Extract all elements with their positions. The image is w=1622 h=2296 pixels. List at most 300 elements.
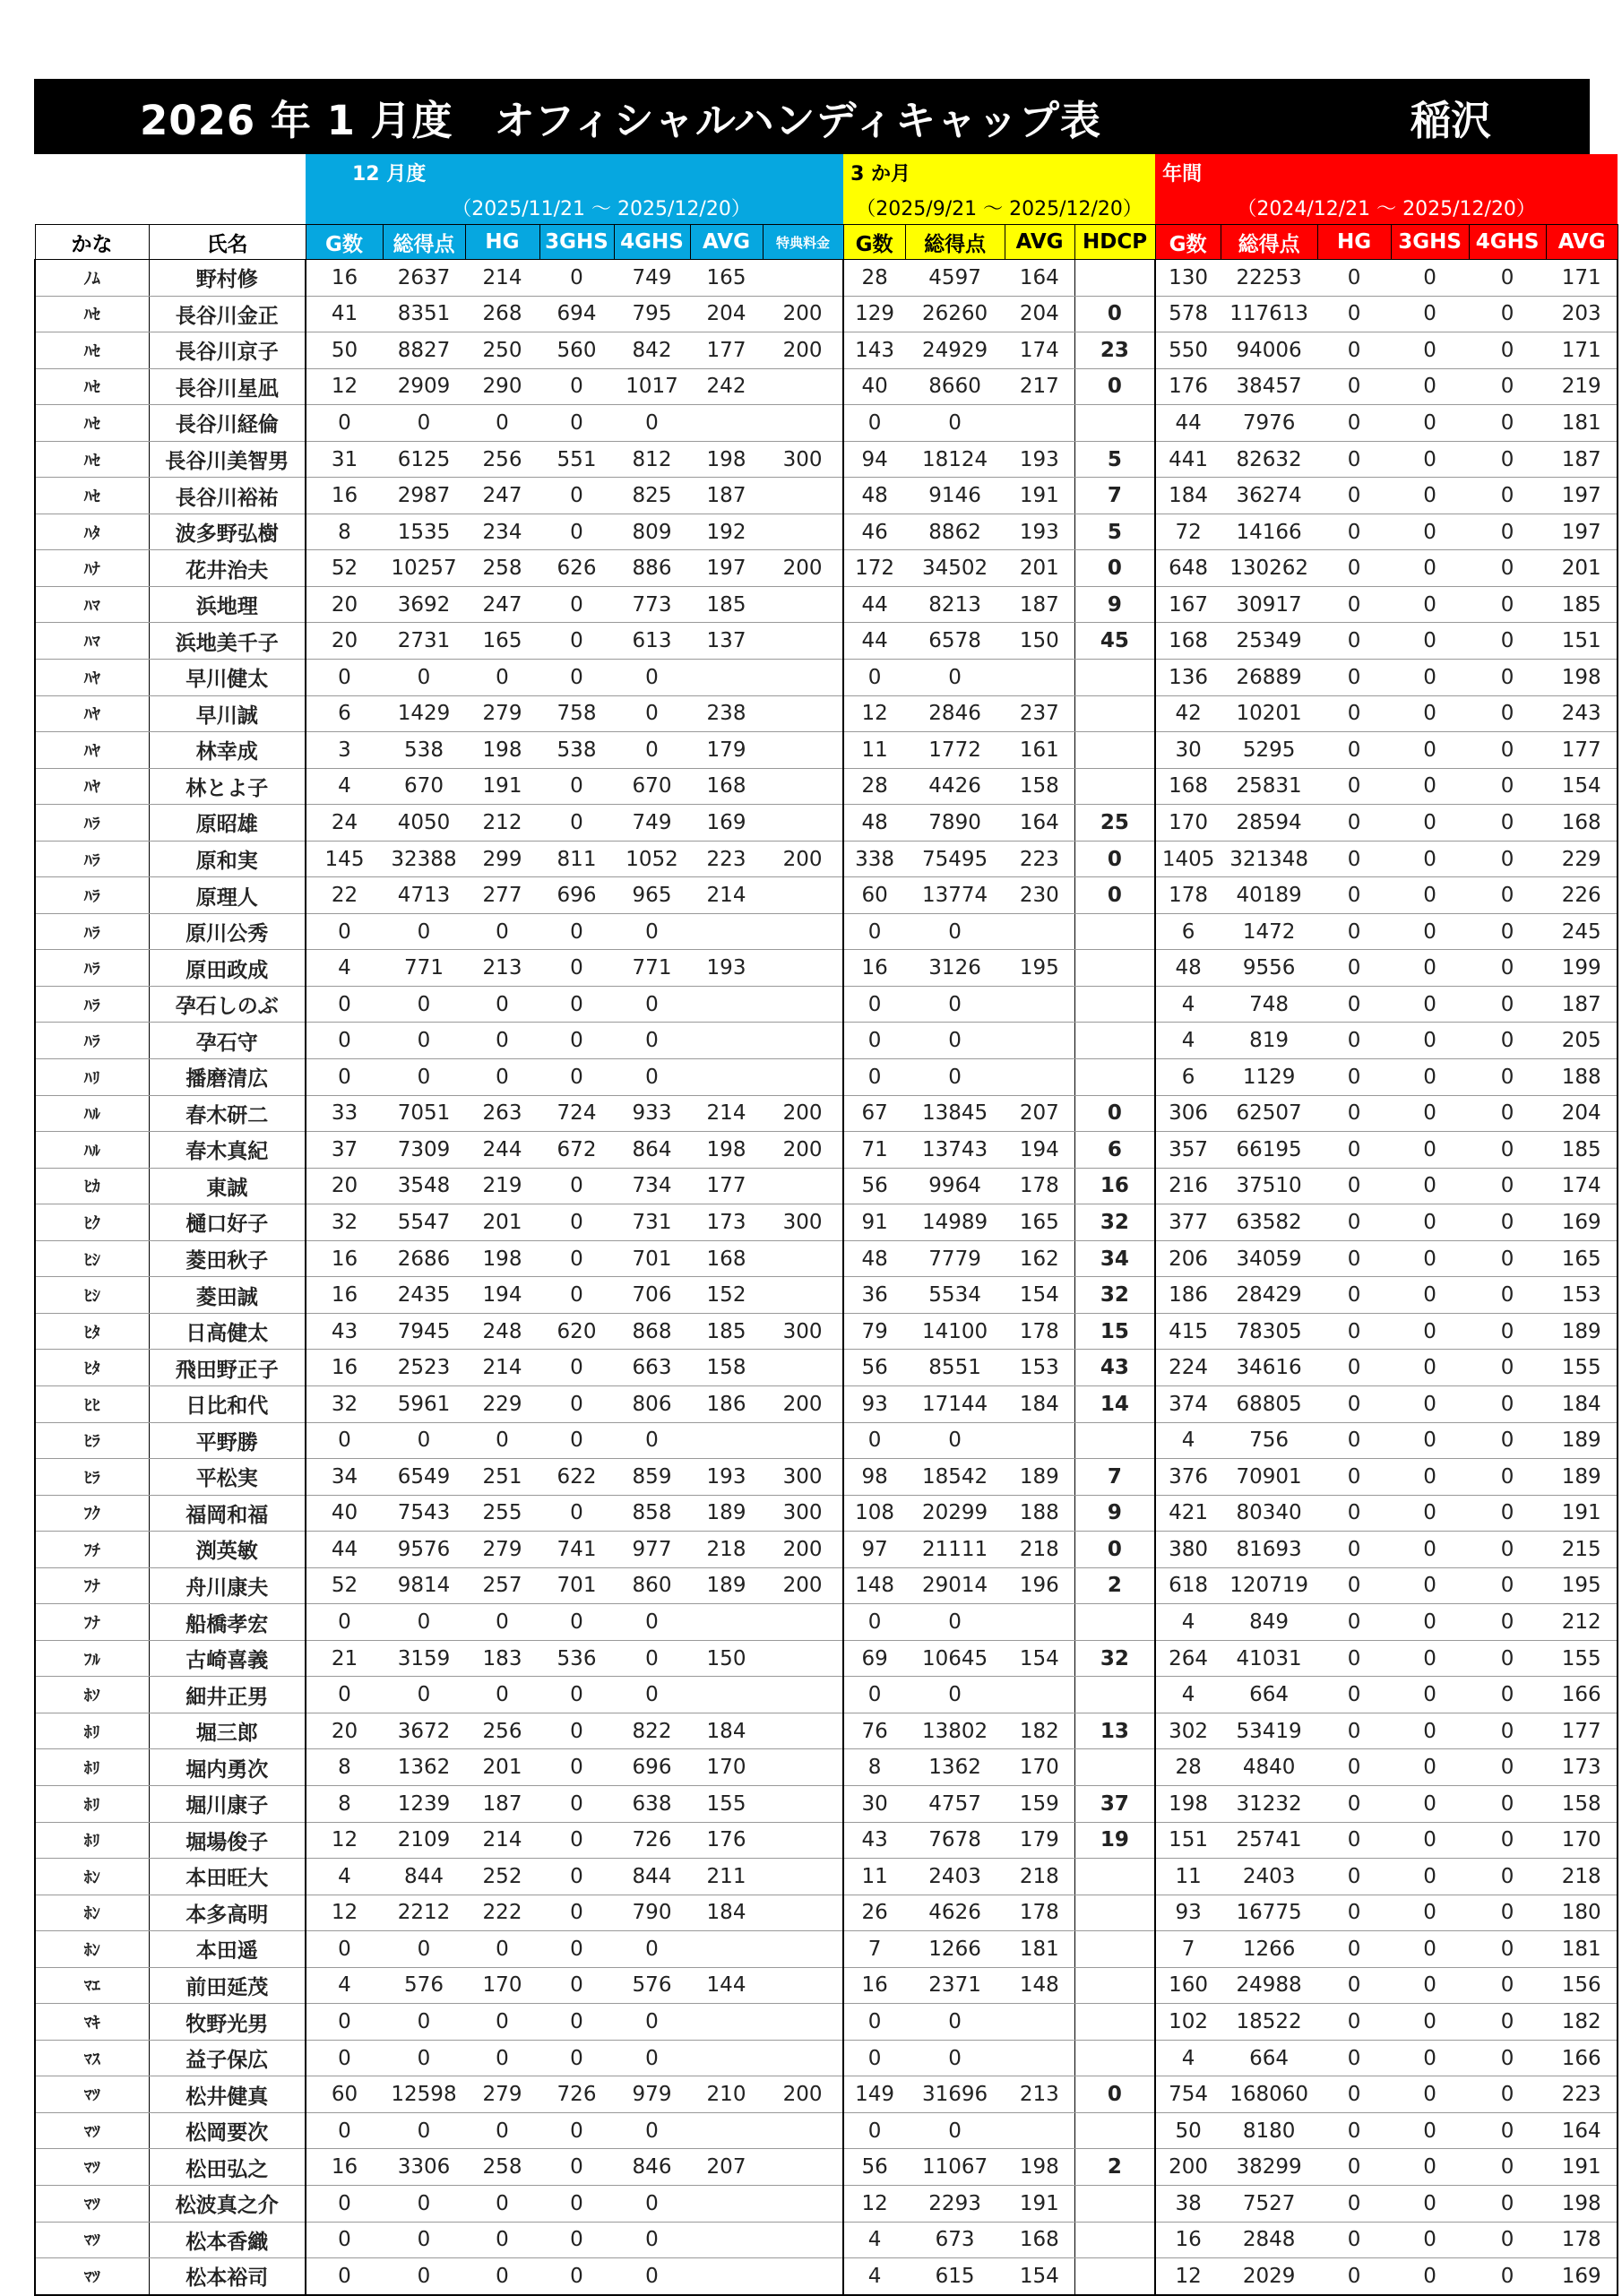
cell-y-total: 53419: [1221, 1713, 1317, 1749]
cell-m-3ghs: 0: [539, 805, 614, 842]
cell-y-total: 25741: [1221, 1822, 1317, 1859]
cell-kana: ﾊﾗ: [35, 1023, 149, 1059]
cell-y-total: 31232: [1221, 1785, 1317, 1822]
cell-m-avg: [690, 405, 763, 442]
cell-m-bonus-fee: [763, 986, 843, 1023]
cell-y-total: 4840: [1221, 1749, 1317, 1786]
cell-m-hg: 0: [465, 986, 539, 1023]
cell-m-avg: 214: [690, 877, 763, 914]
cell-y-total: 25349: [1221, 623, 1317, 660]
cell-kana: ﾊﾀ: [35, 514, 149, 550]
cell-m-4ghs: 965: [614, 877, 690, 914]
cell-q-hdcp: 2: [1074, 1567, 1155, 1604]
cell-m-games: 16: [306, 1277, 383, 1314]
cell-q-games: 0: [843, 2004, 905, 2041]
cell-q-avg: 178: [1005, 1313, 1074, 1350]
cell-m-4ghs: 638: [614, 1785, 690, 1822]
cell-q-total: 26260: [905, 296, 1005, 332]
cell-m-bonus-fee: [763, 1350, 843, 1386]
cell-y-avg: 154: [1546, 768, 1618, 805]
cell-m-3ghs: 536: [539, 1640, 614, 1677]
cell-name: 東誠: [149, 1168, 306, 1204]
cell-y-3ghs: 0: [1391, 1059, 1469, 1096]
cell-y-avg: 189: [1546, 1313, 1618, 1350]
cell-y-4ghs: 0: [1469, 1713, 1546, 1749]
cell-m-3ghs: 0: [539, 2112, 614, 2149]
cell-m-4ghs: 806: [614, 1385, 690, 1422]
cell-m-avg: 177: [690, 332, 763, 369]
cell-m-avg: 155: [690, 1785, 763, 1822]
cell-y-3ghs: 0: [1391, 1095, 1469, 1132]
cell-q-avg: [1005, 1604, 1074, 1641]
cell-q-avg: 184: [1005, 1385, 1074, 1422]
cell-name: 舟川康夫: [149, 1567, 306, 1604]
cell-m-3ghs: 0: [539, 1895, 614, 1931]
cell-q-total: 10645: [905, 1640, 1005, 1677]
cell-m-hg: 187: [465, 1785, 539, 1822]
cell-y-3ghs: 0: [1391, 1967, 1469, 2004]
cell-q-avg: 178: [1005, 1168, 1074, 1204]
cell-y-hg: 0: [1317, 586, 1391, 623]
cell-m-hg: 0: [465, 2112, 539, 2149]
cell-y-total: 22253: [1221, 260, 1317, 297]
table-row: [35, 1459, 1618, 1496]
cell-y-hg: 0: [1317, 2004, 1391, 2041]
cell-q-avg: 195: [1005, 950, 1074, 987]
cell-q-total: 673: [905, 2222, 1005, 2258]
cell-y-games: 178: [1155, 877, 1221, 914]
cell-kana: ﾊﾗ: [35, 950, 149, 987]
cell-q-avg: [1005, 986, 1074, 1023]
cell-y-3ghs: 0: [1391, 1640, 1469, 1677]
column-header-q-games: G数: [843, 225, 905, 260]
cell-y-avg: 189: [1546, 1422, 1618, 1459]
cell-m-games: 6: [306, 695, 383, 732]
cell-m-avg: [690, 1931, 763, 1968]
cell-m-total: 1535: [383, 514, 465, 550]
cell-y-3ghs: 0: [1391, 2004, 1469, 2041]
cell-kana: ﾋﾋ: [35, 1385, 149, 1422]
cell-y-hg: 0: [1317, 1567, 1391, 1604]
cell-y-avg: 245: [1546, 913, 1618, 950]
cell-q-hdcp: 34: [1074, 1240, 1155, 1277]
cell-q-total: 1772: [905, 732, 1005, 769]
table-row: [35, 623, 1618, 660]
cell-m-avg: [690, 660, 763, 696]
cell-y-games: 16: [1155, 2222, 1221, 2258]
cell-y-4ghs: 0: [1469, 1822, 1546, 1859]
cell-y-avg: 177: [1546, 732, 1618, 769]
cell-q-games: 12: [843, 2185, 905, 2222]
cell-y-hg: 0: [1317, 441, 1391, 478]
cell-name: 長谷川金正: [149, 296, 306, 332]
cell-y-3ghs: 0: [1391, 986, 1469, 1023]
cell-q-games: 71: [843, 1132, 905, 1169]
table-row: [35, 1240, 1618, 1277]
cell-y-hg: 0: [1317, 1023, 1391, 1059]
cell-m-bonus-fee: [763, 877, 843, 914]
cell-m-avg: 185: [690, 1313, 763, 1350]
cell-y-3ghs: 0: [1391, 405, 1469, 442]
cell-name: 松田弘之: [149, 2149, 306, 2186]
cell-m-3ghs: 0: [539, 1023, 614, 1059]
cell-q-games: 56: [843, 1350, 905, 1386]
cell-kana: ﾋﾗ: [35, 1422, 149, 1459]
cell-m-4ghs: 0: [614, 1640, 690, 1677]
cell-m-hg: 0: [465, 1059, 539, 1096]
cell-m-bonus-fee: [763, 1785, 843, 1822]
cell-kana: ﾊﾙ: [35, 1095, 149, 1132]
column-header-q-avg: AVG: [1005, 225, 1074, 260]
cell-m-total: 670: [383, 768, 465, 805]
cell-m-games: 0: [306, 913, 383, 950]
cell-m-bonus-fee: [763, 1713, 843, 1749]
cell-q-games: 43: [843, 1822, 905, 1859]
sheet-title: 2026 年 1 月度 オフィシャルハンディキャップ表: [140, 96, 1101, 144]
cell-q-avg: 182: [1005, 1713, 1074, 1749]
cell-m-avg: 198: [690, 441, 763, 478]
table-row: [35, 368, 1618, 405]
cell-q-games: 7: [843, 1931, 905, 1968]
cell-y-hg: 0: [1317, 732, 1391, 769]
cell-y-4ghs: 0: [1469, 2185, 1546, 2222]
cell-q-total: 34502: [905, 550, 1005, 587]
cell-name: 菱田秋子: [149, 1240, 306, 1277]
cell-q-games: 8: [843, 1749, 905, 1786]
cell-m-avg: 185: [690, 586, 763, 623]
cell-m-games: 12: [306, 368, 383, 405]
cell-name: 古崎喜義: [149, 1640, 306, 1677]
cell-m-bonus-fee: [763, 805, 843, 842]
cell-y-games: 102: [1155, 2004, 1221, 2041]
cell-q-games: 48: [843, 1240, 905, 1277]
cell-name: 長谷川京子: [149, 332, 306, 369]
table-row: [35, 1023, 1618, 1059]
cell-m-games: 21: [306, 1640, 383, 1677]
cell-m-avg: 223: [690, 841, 763, 877]
cell-y-hg: 0: [1317, 2258, 1391, 2295]
cell-m-hg: 198: [465, 732, 539, 769]
cell-m-total: 5547: [383, 1204, 465, 1241]
table-row: [35, 1567, 1618, 1604]
cell-m-avg: 204: [690, 296, 763, 332]
cell-y-avg: 218: [1546, 1859, 1618, 1895]
cell-m-games: 52: [306, 550, 383, 587]
cell-q-avg: 161: [1005, 732, 1074, 769]
cell-kana: ﾎﾝ: [35, 1859, 149, 1895]
table-row: [35, 732, 1618, 769]
cell-kana: ﾊﾗ: [35, 841, 149, 877]
cell-y-games: 72: [1155, 514, 1221, 550]
table-row: [35, 1385, 1618, 1422]
cell-name: 松井健真: [149, 2076, 306, 2113]
cell-m-3ghs: 811: [539, 841, 614, 877]
cell-m-bonus-fee: 200: [763, 296, 843, 332]
cell-m-hg: 201: [465, 1749, 539, 1786]
cell-m-bonus-fee: [763, 913, 843, 950]
cell-y-hg: 0: [1317, 2112, 1391, 2149]
cell-name: 堀内勇次: [149, 1749, 306, 1786]
cell-m-4ghs: 576: [614, 1967, 690, 2004]
cell-q-hdcp: [1074, 2040, 1155, 2076]
cell-y-3ghs: 0: [1391, 623, 1469, 660]
cell-q-total: 4426: [905, 768, 1005, 805]
cell-y-avg: 155: [1546, 1350, 1618, 1386]
cell-m-games: 16: [306, 260, 383, 297]
cell-y-4ghs: 0: [1469, 1967, 1546, 2004]
cell-m-avg: 173: [690, 1204, 763, 1241]
cell-m-hg: 191: [465, 768, 539, 805]
cell-y-4ghs: 0: [1469, 2149, 1546, 2186]
cell-y-games: 578: [1155, 296, 1221, 332]
cell-q-total: 17144: [905, 1385, 1005, 1422]
cell-kana: ﾊｾ: [35, 368, 149, 405]
cell-y-avg: 187: [1546, 986, 1618, 1023]
cell-y-games: 421: [1155, 1495, 1221, 1532]
cell-y-total: 168060: [1221, 2076, 1317, 2113]
cell-q-hdcp: [1074, 2112, 1155, 2149]
cell-q-games: 40: [843, 368, 905, 405]
cell-q-total: 13774: [905, 877, 1005, 914]
cell-m-bonus-fee: [763, 1023, 843, 1059]
cell-y-avg: 171: [1546, 260, 1618, 297]
cell-m-avg: [690, 2112, 763, 2149]
cell-q-games: 0: [843, 660, 905, 696]
title-bar: [34, 79, 1590, 154]
cell-y-3ghs: 0: [1391, 296, 1469, 332]
cell-name: 浜地理: [149, 586, 306, 623]
cell-q-avg: 164: [1005, 260, 1074, 297]
cell-m-bonus-fee: [763, 2149, 843, 2186]
cell-m-3ghs: 0: [539, 2185, 614, 2222]
cell-m-hg: 256: [465, 1713, 539, 1749]
cell-m-games: 20: [306, 1168, 383, 1204]
cell-m-games: 32: [306, 1204, 383, 1241]
cell-m-hg: 0: [465, 1422, 539, 1459]
cell-m-total: 1429: [383, 695, 465, 732]
cell-kana: ﾊﾗ: [35, 877, 149, 914]
cell-y-4ghs: 0: [1469, 768, 1546, 805]
column-header-y-games: G数: [1155, 225, 1221, 260]
cell-q-total: 13743: [905, 1132, 1005, 1169]
cell-y-games: 198: [1155, 1785, 1221, 1822]
cell-kana: ﾎﾘ: [35, 1749, 149, 1786]
cell-m-games: 20: [306, 623, 383, 660]
cell-y-4ghs: 0: [1469, 2222, 1546, 2258]
cell-name: 春木研二: [149, 1095, 306, 1132]
cell-m-total: 7543: [383, 1495, 465, 1532]
cell-y-total: 63582: [1221, 1204, 1317, 1241]
cell-y-hg: 0: [1317, 695, 1391, 732]
cell-m-4ghs: 749: [614, 805, 690, 842]
column-header-m-hg: HG: [465, 225, 539, 260]
cell-q-games: 97: [843, 1532, 905, 1568]
cell-m-total: 7051: [383, 1095, 465, 1132]
table-row: [35, 2258, 1618, 2295]
cell-q-avg: [1005, 1677, 1074, 1713]
cell-m-4ghs: 809: [614, 514, 690, 550]
cell-m-games: 20: [306, 586, 383, 623]
cell-y-games: 136: [1155, 660, 1221, 696]
cell-m-avg: 184: [690, 1895, 763, 1931]
cell-y-hg: 0: [1317, 1967, 1391, 2004]
cell-q-hdcp: 45: [1074, 623, 1155, 660]
three-month-range: （2025/9/21 ～ 2025/12/20）: [843, 190, 1155, 225]
cell-q-total: 2371: [905, 1967, 1005, 2004]
cell-q-avg: 154: [1005, 2258, 1074, 2295]
cell-y-total: 1472: [1221, 913, 1317, 950]
cell-m-hg: 0: [465, 2258, 539, 2295]
cell-y-hg: 0: [1317, 1422, 1391, 1459]
cell-m-3ghs: 696: [539, 877, 614, 914]
cell-m-total: 1362: [383, 1749, 465, 1786]
cell-y-games: 302: [1155, 1713, 1221, 1749]
cell-m-games: 0: [306, 986, 383, 1023]
cell-y-4ghs: 0: [1469, 368, 1546, 405]
cell-m-avg: [690, 2185, 763, 2222]
cell-m-4ghs: 706: [614, 1277, 690, 1314]
table-row: [35, 1931, 1618, 1968]
cell-y-4ghs: 0: [1469, 1385, 1546, 1422]
cell-name: 益子保広: [149, 2040, 306, 2076]
cell-y-4ghs: 0: [1469, 1749, 1546, 1786]
cell-q-avg: 193: [1005, 514, 1074, 550]
cell-kana: ﾋﾀ: [35, 1350, 149, 1386]
cell-y-hg: 0: [1317, 841, 1391, 877]
cell-m-total: 0: [383, 986, 465, 1023]
cell-y-3ghs: 0: [1391, 768, 1469, 805]
cell-q-games: 48: [843, 478, 905, 514]
cell-m-avg: 189: [690, 1495, 763, 1532]
column-header-m-4ghs: 4GHS: [614, 225, 690, 260]
cell-y-games: 206: [1155, 1240, 1221, 1277]
cell-y-total: 41031: [1221, 1640, 1317, 1677]
cell-m-3ghs: 0: [539, 986, 614, 1023]
cell-q-games: 76: [843, 1713, 905, 1749]
cell-m-3ghs: 0: [539, 950, 614, 987]
cell-kana: ﾊｾ: [35, 478, 149, 514]
cell-m-hg: 0: [465, 405, 539, 442]
cell-m-total: 0: [383, 1604, 465, 1641]
cell-q-total: 18542: [905, 1459, 1005, 1496]
cell-y-4ghs: 0: [1469, 1604, 1546, 1641]
cell-m-4ghs: 859: [614, 1459, 690, 1496]
cell-name: 野村修: [149, 260, 306, 297]
cell-m-games: 0: [306, 1604, 383, 1641]
cell-y-games: 130: [1155, 260, 1221, 297]
cell-m-avg: [690, 986, 763, 1023]
cell-m-bonus-fee: 200: [763, 1095, 843, 1132]
cell-m-total: 2523: [383, 1350, 465, 1386]
cell-y-4ghs: 0: [1469, 1532, 1546, 1568]
cell-q-games: 0: [843, 1604, 905, 1641]
cell-q-games: 56: [843, 2149, 905, 2186]
cell-y-4ghs: 0: [1469, 478, 1546, 514]
cell-y-total: 748: [1221, 986, 1317, 1023]
cell-m-avg: [690, 1422, 763, 1459]
cell-name: 長谷川星凪: [149, 368, 306, 405]
cell-q-total: 9964: [905, 1168, 1005, 1204]
cell-q-avg: 201: [1005, 550, 1074, 587]
cell-m-4ghs: 842: [614, 332, 690, 369]
cell-y-avg: 189: [1546, 1459, 1618, 1496]
cell-q-games: 4: [843, 2222, 905, 2258]
table-row: [35, 768, 1618, 805]
location-name: 稲沢: [1410, 96, 1491, 144]
cell-name: 原理人: [149, 877, 306, 914]
cell-q-hdcp: 2: [1074, 2149, 1155, 2186]
cell-name: 春木真紀: [149, 1132, 306, 1169]
cell-m-4ghs: 846: [614, 2149, 690, 2186]
cell-y-games: 12: [1155, 2258, 1221, 2295]
cell-y-total: 130262: [1221, 550, 1317, 587]
cell-y-games: 93: [1155, 1895, 1221, 1931]
cell-q-games: 56: [843, 1168, 905, 1204]
cell-m-hg: 290: [465, 368, 539, 405]
cell-q-total: 3126: [905, 950, 1005, 987]
cell-y-3ghs: 0: [1391, 1132, 1469, 1169]
cell-m-total: 2686: [383, 1240, 465, 1277]
cell-m-3ghs: 672: [539, 1132, 614, 1169]
cell-y-games: 441: [1155, 441, 1221, 478]
table-row: [35, 296, 1618, 332]
cell-m-games: 40: [306, 1495, 383, 1532]
cell-m-bonus-fee: [763, 1422, 843, 1459]
cell-y-4ghs: 0: [1469, 1023, 1546, 1059]
cell-m-3ghs: 0: [539, 2040, 614, 2076]
cell-m-hg: 170: [465, 1967, 539, 2004]
cell-m-bonus-fee: [763, 1967, 843, 2004]
cell-m-4ghs: 0: [614, 695, 690, 732]
table-row: [35, 478, 1618, 514]
cell-m-games: 16: [306, 1240, 383, 1277]
cell-m-avg: 169: [690, 805, 763, 842]
cell-y-games: 376: [1155, 1459, 1221, 1496]
cell-q-hdcp: 0: [1074, 550, 1155, 587]
cell-q-games: 11: [843, 1859, 905, 1895]
cell-y-avg: 156: [1546, 1967, 1618, 2004]
cell-name: 本田旺大: [149, 1859, 306, 1895]
cell-q-hdcp: [1074, 950, 1155, 987]
cell-name: 平松実: [149, 1459, 306, 1496]
cell-q-total: 4597: [905, 260, 1005, 297]
cell-m-games: 43: [306, 1313, 383, 1350]
cell-m-avg: 197: [690, 550, 763, 587]
cell-y-3ghs: 0: [1391, 478, 1469, 514]
cell-y-avg: 164: [1546, 2112, 1618, 2149]
cell-m-bonus-fee: [763, 1604, 843, 1641]
cell-name: 原和実: [149, 841, 306, 877]
cell-q-hdcp: 16: [1074, 1168, 1155, 1204]
cell-q-avg: [1005, 1023, 1074, 1059]
cell-m-bonus-fee: 200: [763, 332, 843, 369]
cell-m-total: 6125: [383, 441, 465, 478]
cell-m-3ghs: 0: [539, 913, 614, 950]
cell-y-4ghs: 0: [1469, 332, 1546, 369]
cell-kana: ﾋｶ: [35, 1168, 149, 1204]
cell-q-hdcp: 0: [1074, 296, 1155, 332]
cell-m-games: 12: [306, 1895, 383, 1931]
cell-m-avg: 158: [690, 1350, 763, 1386]
cell-m-3ghs: 0: [539, 368, 614, 405]
cell-y-total: 38299: [1221, 2149, 1317, 2186]
cell-m-games: 0: [306, 2112, 383, 2149]
cell-q-total: 0: [905, 660, 1005, 696]
cell-q-avg: 217: [1005, 368, 1074, 405]
cell-name: 前田延茂: [149, 1967, 306, 2004]
cell-name: 飛田野正子: [149, 1350, 306, 1386]
cell-name: 細井正男: [149, 1677, 306, 1713]
